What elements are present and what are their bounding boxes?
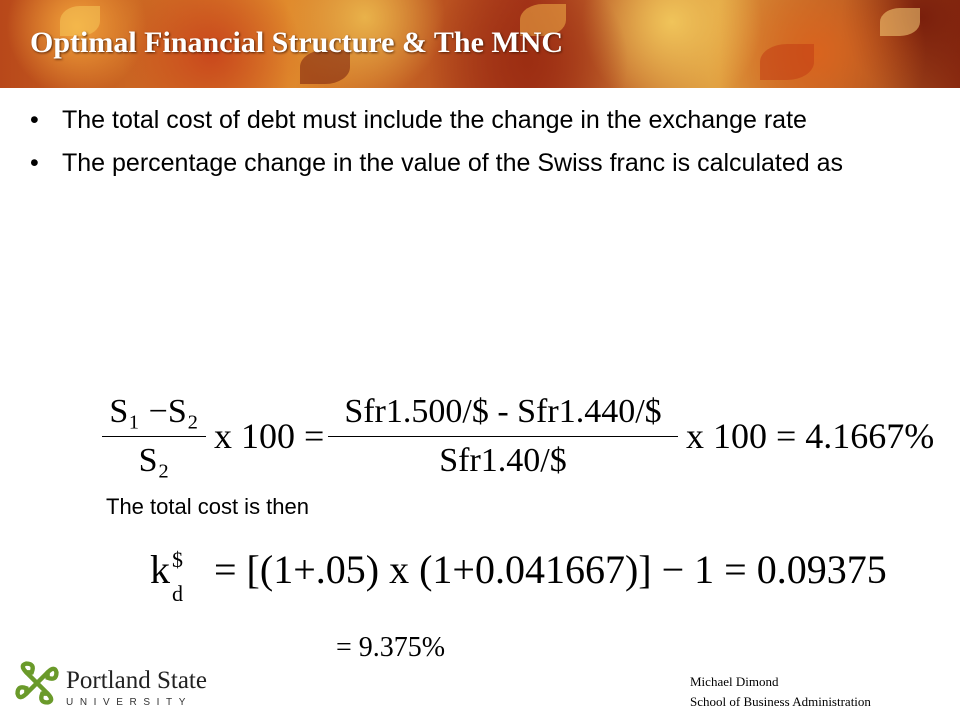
fraction-bar [102, 436, 206, 437]
fraction-numerator: S₁ −S₂ [109, 393, 199, 430]
final-result: = 9.375% [336, 632, 446, 663]
bullet-icon: • [30, 106, 39, 134]
fraction-denominator: S₂ [138, 442, 170, 479]
bullet-icon: • [30, 149, 39, 177]
multiply-operator: x 100 = [214, 416, 325, 456]
bullet-text: The percentage change in the value of the Swiss franc is calculated as [62, 149, 844, 177]
bullet-list [28, 104, 938, 190]
title-banner [0, 0, 960, 88]
spot-rate-fraction [102, 392, 206, 481]
fraction-numerator: Sfr1.500/$ - Sfr1.440/$ [344, 393, 662, 430]
equation-expression: = [(1+.05) x (1+0.041667)] − 1 = 0.09375 [214, 547, 887, 592]
percent-change-equation [102, 392, 952, 490]
total-cost-label: The total cost is then [106, 494, 309, 519]
slide-credit [690, 672, 871, 712]
fraction-bar [328, 436, 678, 437]
k-superscript: $ [172, 547, 183, 572]
bullet-item [28, 104, 938, 137]
psu-wordmark [66, 668, 207, 708]
logo-subtitle: UNIVERSITY [66, 697, 193, 708]
bullet-text: The total cost of debt must include the change in the exchange rate [62, 106, 807, 134]
psu-logo-icon [14, 660, 60, 706]
school-name: School of Business Administration [690, 694, 871, 709]
k-letter: k [150, 547, 170, 592]
bullet-item [28, 147, 938, 180]
fraction-denominator: Sfr1.40/$ [439, 442, 567, 479]
total-cost-equation [150, 546, 887, 606]
equation-result: x 100 = 4.1667% [686, 416, 935, 456]
author-name: Michael Dimond [690, 674, 779, 689]
slide-title: Optimal Financial Structure & The MNC [30, 26, 564, 59]
franc-rate-fraction [328, 392, 678, 481]
k-subscript: d [172, 581, 183, 606]
logo-name: Portland State [66, 667, 207, 694]
leaf-decoration [760, 44, 814, 80]
leaf-decoration [880, 8, 920, 36]
cost-of-debt-symbol [150, 546, 183, 606]
